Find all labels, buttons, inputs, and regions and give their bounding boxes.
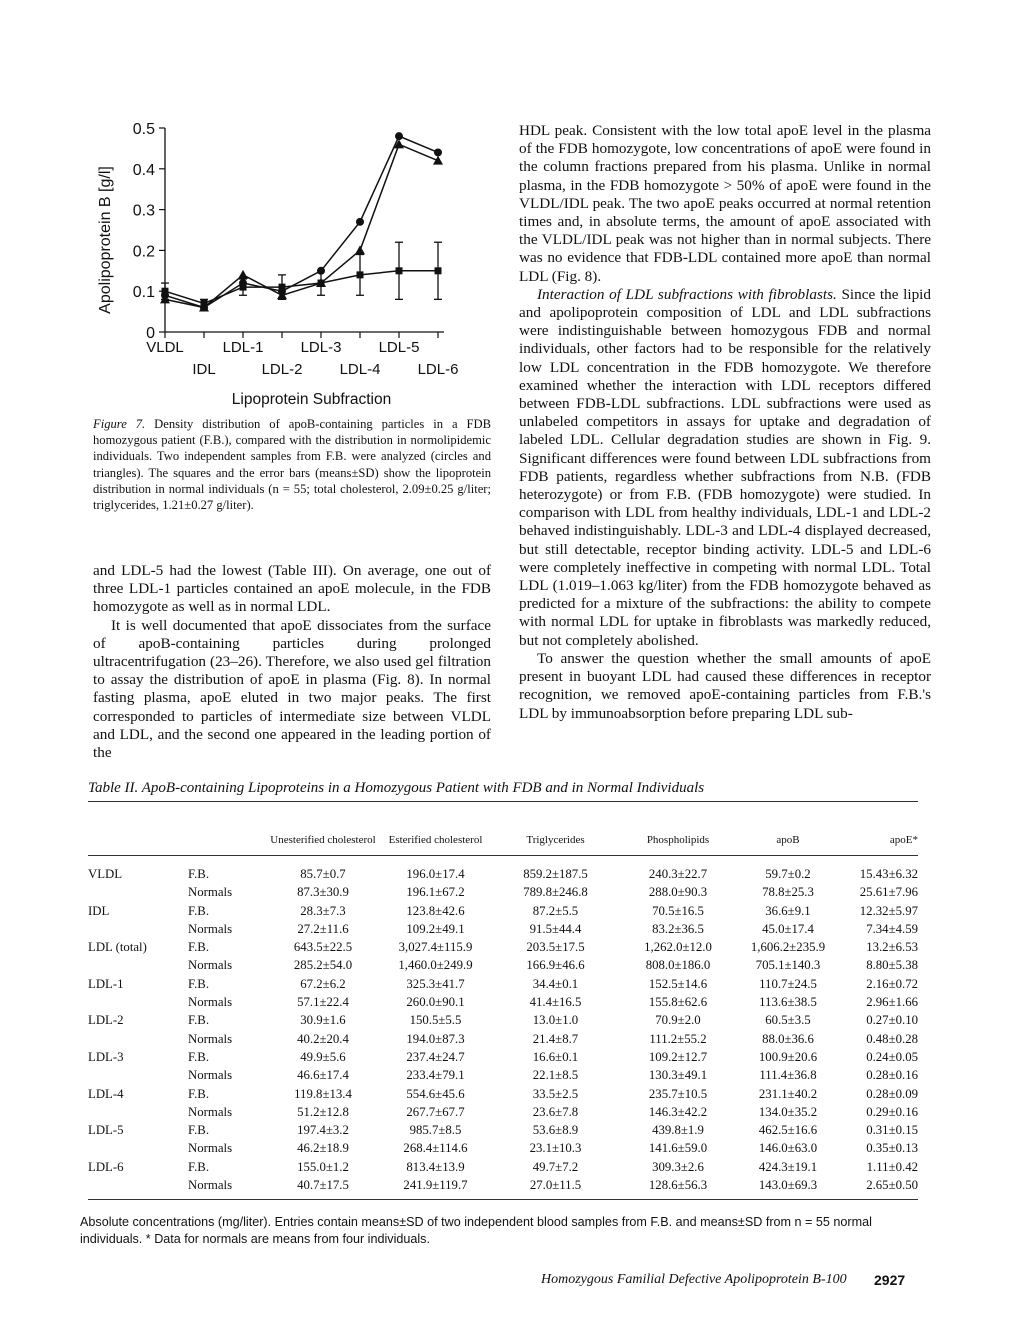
data-point-square bbox=[357, 271, 364, 278]
table-cell: 197.4±3.2 bbox=[297, 1123, 349, 1138]
group-label: F.B. bbox=[188, 1123, 210, 1138]
series-square-line bbox=[165, 271, 438, 304]
table-row bbox=[88, 1103, 918, 1121]
group-label: F.B. bbox=[188, 903, 210, 918]
x-tick-label: LDL-3 bbox=[300, 339, 342, 356]
table-row bbox=[88, 993, 918, 1011]
page-number: 2927 bbox=[874, 1272, 906, 1288]
table-cell: 111.4±36.8 bbox=[759, 1068, 817, 1083]
table-cell: 70.9±2.0 bbox=[655, 1013, 701, 1028]
table-cell: 22.1±8.5 bbox=[532, 1068, 579, 1083]
table-cell: 241.9±119.7 bbox=[403, 1177, 468, 1192]
x-tick-label: LDL-2 bbox=[261, 361, 303, 378]
table-header-row bbox=[88, 815, 918, 847]
y-tick-label: 0.1 bbox=[132, 284, 155, 302]
right-column bbox=[519, 122, 931, 723]
row-label bbox=[88, 1176, 188, 1194]
table-row bbox=[88, 884, 918, 902]
table-cell: 260.0±90.1 bbox=[406, 995, 465, 1010]
table-cell: 40.7±17.5 bbox=[297, 1177, 349, 1192]
group-label: F.B. bbox=[188, 1013, 210, 1028]
table-cell: 15.43±6.32 bbox=[859, 866, 918, 881]
table-row bbox=[88, 1121, 918, 1139]
figure-7-chart bbox=[60, 110, 480, 410]
row-label bbox=[88, 1030, 188, 1048]
group-label: F.B. bbox=[188, 1086, 210, 1101]
table-cell: 146.0±63.0 bbox=[758, 1141, 818, 1156]
table-cell: 27.2±11.6 bbox=[297, 921, 349, 936]
row-label: LDL-5 bbox=[88, 1123, 124, 1138]
table-cell: 789.8±246.8 bbox=[523, 885, 588, 900]
data-point-circle bbox=[434, 148, 442, 156]
table-cell: 0.28±0.16 bbox=[866, 1068, 918, 1083]
table-cell: 150.5±5.5 bbox=[409, 1013, 462, 1028]
table-cell: 196.1±67.2 bbox=[406, 885, 465, 900]
group-label: F.B. bbox=[188, 866, 210, 881]
table-cell: 46.6±17.4 bbox=[297, 1068, 349, 1083]
table-cell: 87.3±30.9 bbox=[297, 885, 349, 900]
table-cell: 146.3±42.2 bbox=[648, 1104, 708, 1119]
table-cell: 60.5±3.5 bbox=[765, 1013, 811, 1028]
table-cell: 268.4±114.6 bbox=[403, 1141, 468, 1156]
header-phospholipids: Phospholipids bbox=[646, 834, 710, 846]
group-label: F.B. bbox=[188, 1049, 210, 1064]
table-row bbox=[88, 902, 918, 920]
left-column bbox=[93, 562, 491, 762]
x-tick-label: LDL-1 bbox=[222, 339, 264, 356]
table-cell: 128.6±56.3 bbox=[648, 1177, 708, 1192]
data-point-square bbox=[396, 267, 403, 274]
table-cell: 439.8±1.9 bbox=[652, 1123, 704, 1138]
table-cell: 2.16±0.72 bbox=[866, 976, 918, 991]
table-cell: 705.1±140.3 bbox=[755, 958, 821, 973]
table-bottom-rule bbox=[88, 1199, 918, 1200]
y-tick-label: 0.2 bbox=[132, 243, 155, 261]
header-spacer bbox=[88, 815, 188, 847]
group-label: Normals bbox=[188, 1177, 233, 1192]
right-paragraph-1: HDL peak. Consistent with the low total apoE level in the plasma of the FDB homozygote, low concentrations of apoE were found in the column fractions prepared from his plasma. Unlike in normal plasma, in the FDB homozygote > 50% of apoE were found in the VLDL/IDL peak. The two apoE peaks occurred at normal retention times and, in absolute terms, the amount of apoE associated with the VLDL/IDL peak was not higher than in normal subjects. There was no evidence that FDB-LDL contained more apoE than normal LDL (Fig. 8). bbox=[519, 122, 931, 285]
data-point-square bbox=[240, 284, 247, 291]
table-cell: 33.5±2.5 bbox=[532, 1086, 579, 1101]
data-point-triangle bbox=[355, 245, 365, 254]
table-cell: 16.6±0.1 bbox=[532, 1049, 579, 1064]
table-cell: 267.7±67.7 bbox=[406, 1104, 465, 1119]
table-cell: 1,606.2±235.9 bbox=[750, 940, 826, 955]
header-apob: apoB bbox=[776, 834, 800, 846]
table-cell: 309.3±2.6 bbox=[652, 1159, 704, 1174]
table-cell: 25.61±7.96 bbox=[859, 885, 918, 900]
table-cell: 49.7±7.2 bbox=[532, 1159, 579, 1174]
data-point-triangle bbox=[433, 156, 443, 165]
table-cell: 13.2±6.53 bbox=[866, 940, 918, 955]
y-tick-label: 0.3 bbox=[132, 202, 155, 220]
table-cell: 2.96±1.66 bbox=[866, 995, 918, 1010]
y-tick-label: 0.5 bbox=[132, 121, 155, 138]
table-row bbox=[88, 938, 918, 956]
table-cell: 100.9±20.6 bbox=[758, 1049, 818, 1064]
data-point-square bbox=[318, 280, 325, 287]
y-tick-label: 0.4 bbox=[132, 161, 155, 179]
right-paragraph-2-text: Since the lipid and apolipoprotein composition of LDL and LDL subfractions were indistinguishable between homozygous FDB and normal individuals, other factors had to be responsible for the relatively low LDL concentration in the FDB homozygote. We therefore examined whether the interaction with LDL receptors differed between FDB-LDL subfractions. LDL subfractions were used as unlabeled competitors in assays for uptake and degradation of labeled LDL. Cellular degradation studies are shown in Fig. 9. Significant differences were found between LDL subfractions from FDB patients, regardless whether subfractions from N.B. (FDB heterozygote) or from F.B. (FDB homozygote) were studied. In comparison with LDL from healthy individuals, LDL-1 and LDL-2 behaved indistinguishably. LDL-3 and LDL-4 displayed decreased, but still detectable, receptor binding activity. LDL-5 and LDL-6 were completely ineffective in competing with normal LDL. Total LDL (1.019–1.063 kg/liter) from the FDB homozygote behaved as predicted for a mixture of the subfractions: the ability to compete with normal LDL for uptake in fibroblasts was markedly reduced, but not completely abolished. bbox=[519, 285, 931, 649]
row-label: LDL-6 bbox=[88, 1159, 124, 1174]
table-cell: 203.5±17.5 bbox=[526, 940, 585, 955]
x-tick-label: VLDL bbox=[146, 339, 184, 356]
table-cell: 0.28±0.09 bbox=[866, 1086, 918, 1101]
table-cell: 554.6±45.6 bbox=[406, 1086, 465, 1101]
row-label: LDL-3 bbox=[88, 1049, 124, 1064]
table-cell: 46.2±18.9 bbox=[297, 1141, 349, 1156]
header-triglycerides: Triglycerides bbox=[526, 834, 585, 846]
series-triangle-line bbox=[165, 144, 438, 307]
table-cell: 111.2±55.2 bbox=[649, 1031, 707, 1046]
row-label: LDL-1 bbox=[88, 976, 124, 991]
table-cell: 0.48±0.28 bbox=[866, 1031, 918, 1046]
table-cell: 813.4±13.9 bbox=[406, 1159, 465, 1174]
table-cell: 235.7±10.5 bbox=[648, 1086, 708, 1101]
table-cell: 70.5±16.5 bbox=[652, 903, 704, 918]
data-point-square bbox=[201, 300, 208, 307]
table-row bbox=[88, 1140, 918, 1158]
group-label: Normals bbox=[188, 885, 233, 900]
row-label: IDL bbox=[88, 903, 110, 918]
table-cell: 194.0±87.3 bbox=[406, 1031, 465, 1046]
table-cell: 231.1±40.2 bbox=[758, 1086, 818, 1101]
table-cell: 83.2±36.5 bbox=[652, 921, 704, 936]
table-cell: 325.3±41.7 bbox=[406, 976, 465, 991]
table-cell: 285.2±54.0 bbox=[293, 958, 353, 973]
row-label: LDL (total) bbox=[88, 940, 147, 955]
group-label: Normals bbox=[188, 995, 233, 1010]
data-point-triangle bbox=[238, 270, 248, 279]
data-point-circle bbox=[356, 218, 364, 226]
group-label: Normals bbox=[188, 1104, 233, 1119]
table-cell: 36.6±9.1 bbox=[765, 903, 811, 918]
right-paragraph-3: To answer the question whether the small amounts of apoE present in buoyant LDL had caused these differences in receptor recognition, we removed apoE-containing particles from F.B.'s LDL by immunoabsorption before preparing LDL sub- bbox=[519, 649, 931, 722]
x-tick-label: LDL-4 bbox=[339, 361, 381, 378]
table-cell: 109.2±12.7 bbox=[648, 1049, 708, 1064]
table-cell: 143.0±69.3 bbox=[758, 1177, 818, 1192]
table-cell: 985.7±8.5 bbox=[409, 1123, 462, 1138]
table-row bbox=[88, 957, 918, 975]
row-label bbox=[88, 1140, 188, 1158]
table-cell: 859.2±187.5 bbox=[523, 866, 588, 881]
table-row bbox=[88, 865, 918, 883]
x-tick-label: IDL bbox=[192, 361, 216, 378]
table-row bbox=[88, 1030, 918, 1048]
table-cell: 41.4±16.5 bbox=[529, 995, 582, 1010]
table-cell: 91.5±44.4 bbox=[529, 921, 582, 936]
figure-caption bbox=[93, 416, 491, 513]
table-footnote: Absolute concentrations (mg/liter). Entries contain means±SD of two independent blood samples from F.B. and means±SD from n = 55 normal individuals. * Data for normals are means from four individuals. bbox=[80, 1215, 872, 1246]
row-label bbox=[88, 957, 188, 975]
header-unesterified-cholesterol: Unesterified cholesterol bbox=[270, 834, 376, 846]
table-cell: 113.6±38.5 bbox=[759, 995, 817, 1010]
row-label: LDL-2 bbox=[88, 1013, 124, 1028]
table-cell: 49.9±5.6 bbox=[300, 1049, 346, 1064]
row-label bbox=[88, 1103, 188, 1121]
table-cell: 40.2±20.4 bbox=[297, 1031, 349, 1046]
table-row bbox=[88, 1048, 918, 1066]
table-cell: 0.31±0.15 bbox=[866, 1123, 918, 1138]
group-label: Normals bbox=[188, 1068, 233, 1083]
y-axis-title: Apolipoprotein B [g/l] bbox=[97, 166, 114, 314]
chart-svg bbox=[60, 110, 480, 410]
table-cell: 1,460.0±249.9 bbox=[398, 958, 473, 973]
table-cell: 424.3±19.1 bbox=[758, 1159, 818, 1174]
table-cell: 155.8±62.6 bbox=[648, 995, 708, 1010]
group-label: F.B. bbox=[188, 1159, 210, 1174]
left-paragraph-2: It is well documented that apoE dissociates from the surface of apoB-containing particles during prolonged ultracentrifugation (23–26). Therefore, we also used gel filtration to assay the distribution of apoE in plasma (Fig. 8). In normal fasting plasma, apoE eluted in two major peaks. The first corresponded to particles of intermediate size between VLDL and LDL, and the second one appeared in the leading portion of the bbox=[93, 616, 491, 762]
group-label: Normals bbox=[188, 1141, 233, 1156]
table-cell: 2.65±0.50 bbox=[866, 1177, 918, 1192]
table-cell: 462.5±16.6 bbox=[758, 1123, 818, 1138]
table-cell: 233.4±79.1 bbox=[406, 1068, 465, 1083]
table-row bbox=[88, 975, 918, 993]
row-label: LDL-4 bbox=[88, 1086, 124, 1101]
table-cell: 53.6±8.9 bbox=[532, 1123, 579, 1138]
table-cell: 85.7±0.7 bbox=[300, 866, 346, 881]
table-cell: 119.8±13.4 bbox=[294, 1086, 352, 1101]
table-cell: 13.0±1.0 bbox=[532, 1013, 579, 1028]
table-row bbox=[88, 1012, 918, 1030]
table-row bbox=[88, 1158, 918, 1176]
table-cell: 643.5±22.5 bbox=[293, 940, 353, 955]
section-heading: Interaction of LDL subfractions with fibroblasts. bbox=[537, 285, 837, 303]
table-cell: 196.0±17.4 bbox=[406, 866, 465, 881]
table-cell: 109.2±49.1 bbox=[406, 921, 465, 936]
table-row bbox=[88, 920, 918, 938]
group-label: Normals bbox=[188, 921, 233, 936]
table-cell: 240.3±22.7 bbox=[648, 866, 708, 881]
table-title: Table II. ApoB-containing Lipoproteins in a Homozygous Patient with FDB and in Normal Individuals bbox=[88, 780, 705, 796]
series-circle-line bbox=[165, 136, 438, 307]
table-cell: 59.7±0.2 bbox=[765, 866, 811, 881]
table-cell: 88.0±36.6 bbox=[762, 1031, 814, 1046]
table-cell: 0.27±0.10 bbox=[866, 1013, 918, 1028]
right-paragraph-2 bbox=[519, 286, 931, 650]
row-label bbox=[88, 920, 188, 938]
table-cell: 78.8±25.3 bbox=[762, 885, 814, 900]
group-label: F.B. bbox=[188, 976, 210, 991]
figure-caption-label: Figure 7. bbox=[93, 417, 146, 431]
header-esterified-cholesterol: Esterified cholesterol bbox=[388, 834, 483, 846]
table-cell: 87.2±5.5 bbox=[532, 903, 579, 918]
table-cell: 1.11±0.42 bbox=[866, 1159, 918, 1174]
table-cell: 28.3±7.3 bbox=[300, 903, 346, 918]
table-cell: 45.0±17.4 bbox=[762, 921, 814, 936]
row-label: VLDL bbox=[88, 866, 123, 881]
table-cell: 67.2±6.2 bbox=[300, 976, 346, 991]
row-label bbox=[88, 884, 188, 902]
table-row bbox=[88, 1067, 918, 1085]
table-cell: 23.1±10.3 bbox=[529, 1141, 582, 1156]
table-cell: 7.34±4.59 bbox=[866, 921, 918, 936]
table-cell: 123.8±42.6 bbox=[406, 903, 465, 918]
table-cell: 23.6±7.8 bbox=[532, 1104, 579, 1119]
table-row bbox=[88, 1085, 918, 1103]
table-cell: 808.0±186.0 bbox=[645, 958, 711, 973]
group-label: Normals bbox=[188, 1031, 233, 1046]
running-footer-title: Homozygous Familial Defective Apolipoprotein B-100 bbox=[541, 1272, 847, 1287]
table-cell: 134.0±35.2 bbox=[758, 1104, 818, 1119]
table-cell: 110.7±24.5 bbox=[759, 976, 817, 991]
header-spacer bbox=[188, 815, 268, 847]
figure-caption-text: Density distribution of apoB-containing particles in a FDB homozygous patient (F.B.), compared with the distribution in normolipidemic individuals. Two independent samples from F.B. were analyzed (circles and triangles). The squares and the error bars (means±SD) show the lipoprotein distribution in normal individuals (n = 55; total cholesterol, 2.09±0.25 g/liter; triglycerides, 1.21±0.27 g/liter). bbox=[93, 417, 491, 513]
table-cell: 12.32±5.97 bbox=[859, 903, 918, 918]
group-label: F.B. bbox=[188, 940, 210, 955]
table-cell: 57.1±22.4 bbox=[297, 995, 349, 1010]
table-cell: 27.0±11.5 bbox=[529, 1177, 582, 1192]
table-cell: 130.3±49.1 bbox=[648, 1068, 708, 1083]
table-top-rule bbox=[88, 801, 918, 802]
x-tick-label: LDL-6 bbox=[417, 361, 459, 378]
row-label bbox=[88, 1067, 188, 1085]
table-cell: 0.24±0.05 bbox=[866, 1049, 918, 1064]
x-tick-label: LDL-5 bbox=[378, 339, 420, 356]
left-paragraph-1: and LDL-5 had the lowest (Table III). On average, one out of three LDL-1 particles contained an apoE molecule, in the FDB homozygote as well as in normal LDL. bbox=[93, 562, 491, 616]
table-cell: 21.4±8.7 bbox=[532, 1031, 579, 1046]
y-tick-label: 0 bbox=[146, 325, 155, 342]
data-point-square bbox=[162, 288, 169, 295]
table-cell: 166.9±46.6 bbox=[526, 958, 585, 973]
table-cell: 288.0±90.3 bbox=[648, 885, 708, 900]
header-apoe: apoE* bbox=[889, 834, 918, 846]
data-table bbox=[88, 815, 918, 1195]
data-point-square bbox=[279, 284, 286, 291]
data-point-circle bbox=[395, 132, 403, 140]
table-cell: 34.4±0.1 bbox=[532, 976, 579, 991]
table-cell: 1,262.0±12.0 bbox=[644, 940, 712, 955]
row-label bbox=[88, 993, 188, 1011]
table-cell: 51.2±12.8 bbox=[297, 1104, 349, 1119]
x-axis-title: Lipoprotein Subfraction bbox=[231, 391, 392, 408]
table-cell: 141.6±59.0 bbox=[648, 1141, 708, 1156]
data-point-square bbox=[435, 267, 442, 274]
table-cell: 8.80±5.38 bbox=[866, 958, 918, 973]
table-cell: 3,027.4±115.9 bbox=[398, 940, 473, 955]
table-cell: 0.29±0.16 bbox=[866, 1104, 918, 1119]
table-cell: 30.9±1.6 bbox=[300, 1013, 346, 1028]
table-row bbox=[88, 1176, 918, 1194]
table-cell: 0.35±0.13 bbox=[866, 1141, 918, 1156]
table-cell: 237.4±24.7 bbox=[406, 1049, 465, 1064]
table-cell: 152.5±14.6 bbox=[648, 976, 708, 991]
group-label: Normals bbox=[188, 958, 233, 973]
table-cell: 155.0±1.2 bbox=[297, 1159, 349, 1174]
